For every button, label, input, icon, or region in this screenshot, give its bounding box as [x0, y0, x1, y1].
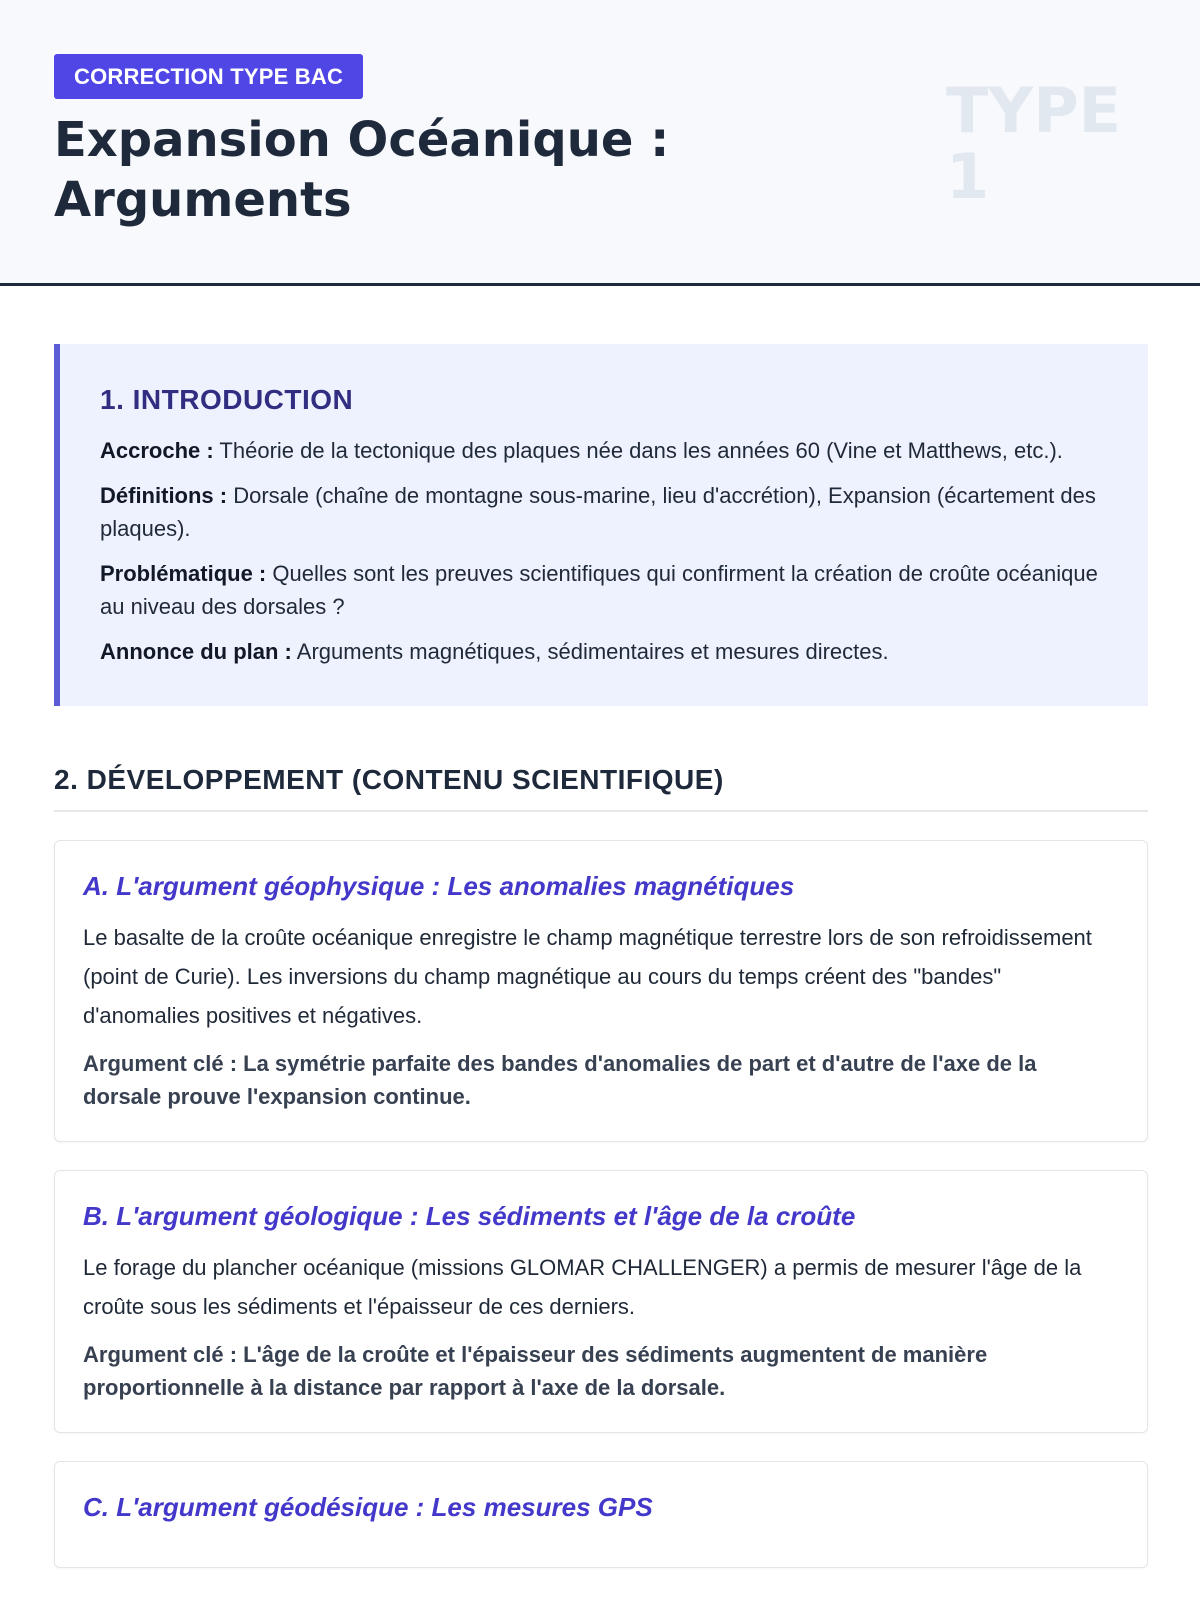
argument-title: A. L'argument géophysique : Les anomalies magnétiques — [83, 871, 795, 901]
correction-badge: CORRECTION TYPE BAC — [54, 54, 363, 99]
watermark-line-2: 1 — [946, 140, 990, 213]
intro-text: Théorie de la tectonique des plaques née dans les années 60 (Vine et Matthews, etc.). — [213, 438, 1063, 463]
type-watermark — [946, 74, 1126, 213]
intro-text: Dorsale (chaîne de montagne sous-marine, lieu d'accrétion), Expansion (écartement des plaques). — [100, 483, 1096, 541]
argument-card-sediments — [54, 1170, 1148, 1433]
intro-annonce-plan — [100, 635, 1108, 668]
development-heading: 2. DÉVELOPPEMENT (CONTENU SCIENTIFIQUE) — [54, 764, 1148, 812]
argument-key: Argument clé : L'âge de la croûte et l'épaisseur des sédiments augmentent de manière proportionnelle à la distance par rapport à l'axe de la dorsale. — [83, 1342, 988, 1400]
argument-card-magnetic — [54, 840, 1148, 1142]
main-content — [0, 344, 1200, 1568]
argument-body: Le basalte de la croûte océanique enregistre le champ magnétique terrestre lors de son refroidissement (point de Curie). Les inversions du champ magnétique au cours du temps créent des "bandes" d'anomalies positives et négatives. — [83, 925, 1092, 1028]
argument-body: Le forage du plancher océanique (missions GLOMAR CHALLENGER) a permis de mesurer l'âge de la croûte sous les sédiments et l'épaisseur de ces derniers. — [83, 1255, 1082, 1319]
argument-key: Argument clé : La symétrie parfaite des bandes d'anomalies de part et d'autre de l'axe de la dorsale prouve l'expansion continue. — [83, 1051, 1037, 1109]
intro-text: Quelles sont les preuves scientifiques qui confirment la création de croûte océanique au niveau des dorsales ? — [100, 561, 1098, 619]
intro-definitions — [100, 479, 1108, 545]
introduction-section — [54, 344, 1148, 706]
intro-label: Annonce du plan : — [100, 639, 292, 664]
page-title — [54, 110, 754, 230]
intro-label: Problématique : — [100, 561, 267, 586]
argument-title: C. L'argument géodésique : Les mesures GPS — [83, 1492, 653, 1522]
intro-problematique — [100, 557, 1108, 623]
intro-accroche — [100, 434, 1108, 467]
page-header — [0, 0, 1200, 286]
intro-text: Arguments magnétiques, sédimentaires et mesures directes. — [291, 639, 889, 664]
title-line-1: Expansion Océanique : — [54, 112, 670, 168]
argument-card-gps — [54, 1461, 1148, 1568]
intro-label: Accroche : — [100, 438, 214, 463]
title-line-2: Arguments — [54, 172, 352, 228]
watermark-line-1: TYPE — [946, 74, 1121, 147]
argument-title: B. L'argument géologique : Les sédiments et l'âge de la croûte — [83, 1201, 856, 1231]
introduction-heading: 1. INTRODUCTION — [100, 384, 354, 415]
intro-label: Définitions : — [100, 483, 228, 508]
